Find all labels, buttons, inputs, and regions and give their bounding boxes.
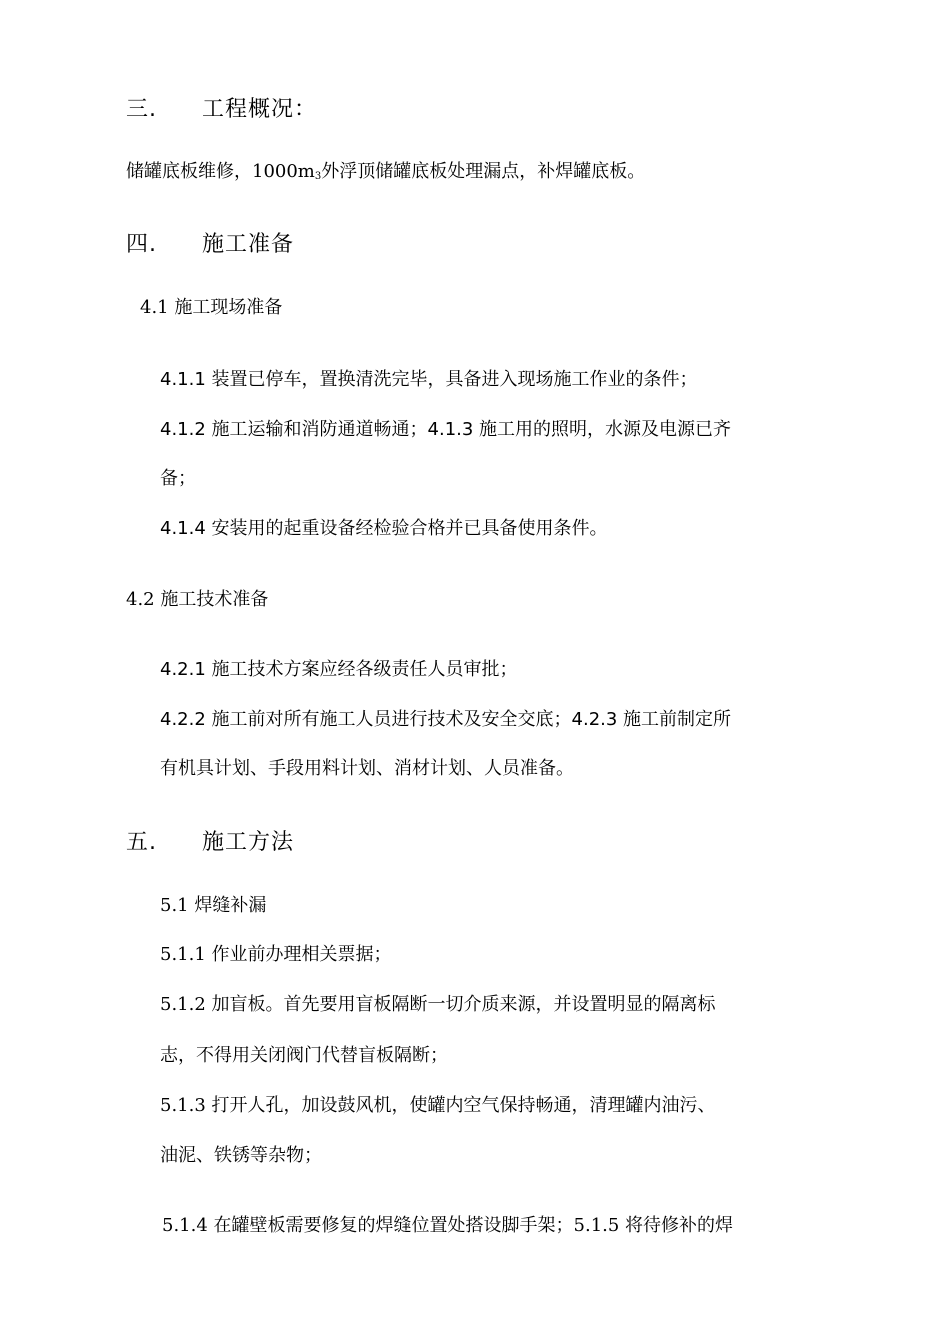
paragraph-line: 志，不得用关闭阀门代替盲板隔断； bbox=[160, 1045, 448, 1066]
text-part: 外浮顶储罐底板处理漏点，补焊罐底板。 bbox=[321, 161, 646, 182]
section-number: 三. bbox=[126, 97, 157, 122]
paragraph-line: 备； bbox=[160, 468, 196, 489]
section-title: 工程概况： bbox=[202, 97, 318, 122]
subsection-4-1-heading: 4.1 施工现场准备 bbox=[140, 297, 283, 318]
section-5-heading bbox=[126, 832, 294, 854]
section-title: 施工准备 bbox=[202, 232, 295, 257]
paragraph-line: 5.1.1 作业前办理相关票据； bbox=[160, 944, 392, 965]
paragraph-line: 5.1.2 加盲板。首先要用盲板隔断一切介质来源，并设置明显的隔离标 bbox=[160, 994, 716, 1015]
paragraph-line: 4.2.2 施工前对所有施工人员进行技术及安全交底；4.2.3 施工前制定所 bbox=[160, 709, 732, 730]
paragraph-line: 4.1.2 施工运输和消防通道畅通；4.1.3 施工用的照明，水源及电源已齐 bbox=[160, 419, 732, 440]
paragraph-line: 4.2.1 施工技术方案应经各级责任人员审批； bbox=[160, 659, 518, 680]
section-4-heading bbox=[126, 234, 294, 256]
subsection-4-2-heading: 4.2 施工技术准备 bbox=[126, 589, 269, 610]
paragraph-line: 5.1.4 在罐壁板需要修复的焊缝位置处搭设脚手架；5.1.5 将待修补的焊 bbox=[162, 1215, 734, 1236]
paragraph-line: 4.1.4 安装用的起重设备经检验合格并已具备使用条件。 bbox=[160, 518, 608, 539]
section-3-text bbox=[126, 163, 645, 182]
subsection-5-1-heading: 5.1 焊缝补漏 bbox=[160, 895, 267, 916]
paragraph-line: 5.1.3 打开人孔，加设鼓风机，使罐内空气保持畅通，清理罐内油污、 bbox=[160, 1095, 716, 1116]
section-number: 四. bbox=[126, 232, 157, 257]
section-title: 施工方法 bbox=[202, 830, 295, 855]
paragraph-line: 有机具计划、手段用料计划、消材计划、人员准备。 bbox=[160, 758, 574, 779]
section-3-heading bbox=[126, 99, 317, 121]
text-part: 储罐底板维修，1000m bbox=[126, 161, 315, 182]
paragraph-line: 4.1.1 装置已停车，置换清洗完毕，具备进入现场施工作业的条件； bbox=[160, 369, 698, 390]
section-number: 五. bbox=[126, 830, 157, 855]
unit-subscript: 3 bbox=[314, 171, 322, 182]
paragraph-line: 油泥、铁锈等杂物； bbox=[160, 1145, 322, 1166]
